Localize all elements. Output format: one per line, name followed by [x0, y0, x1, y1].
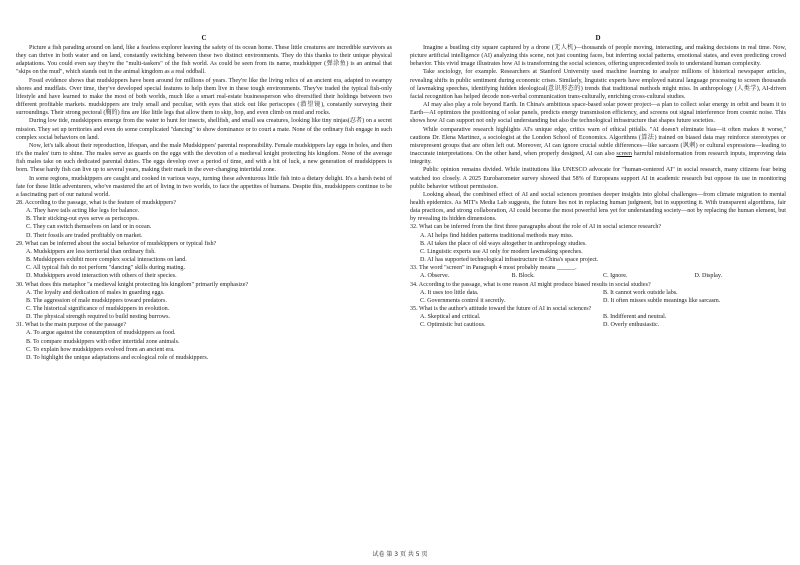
passage-d-paragraph: AI may also play a role beyond Earth. In China's ambitious space-based solar power project—a plan to collect solar energy in orbit and beam it to Earth—AI optimizes the positioning of solar panels, predicts energy transmission efficiency, and screens out signal interference from cosmic noise. This shows how AI can support not only social understanding but also the technological infrastructure that shapes future societies. [410, 102, 786, 125]
question-stem: 35. What is the author's attitude toward the future of AI in social sciences? [410, 306, 592, 312]
option-b[interactable]: B. Block. [511, 273, 535, 280]
question-stem: 30. What does this metaphor "a medieval knight protecting his kingdom" primarily emphasize? [16, 281, 249, 288]
passage-d-paragraph: Take sociology, for example. Researchers at Stanford University used machine learning to analyze millions of historical newspaper articles, revealing shifts in public sentiment during economic crises. Similarly, linguistic experts have employed natural language processing to screen thousands of lawmaking speeches, identifying hidden ideological(意识形态的) trends that traditional methods might miss. In anthropology (人类学), AI-driven facial recognition has helped decode non-verbal communication trans-culturally, enriching cross-cultural studies. [410, 69, 786, 100]
passage-d-paragraph: Public opinion remains divided. While institutions like UNESCO advocate for "human-centered AI" in social research, many citizens fear being watched too closely. A 2025 Eurobarometer survey showed that 58% of Europeans support AI in academic research but oppose its use in monitoring public behavior without permission. [410, 167, 786, 190]
passage-d-paragraph-4 [410, 126, 786, 167]
passage-d-column [410, 34, 786, 329]
options-row [410, 289, 786, 297]
passage-d-paragraph: Imagine a bustling city square captured by a drone (无人机)—thousands of people moving, interacting, and making decisions in real time. Now, picture artificial intelligence (AI) analyzing this scene, not just counting faces, but inferring social patterns, emotional states, and even predicting crowd behavior. This vivid image illustrates how AI is transforming the social sciences, offering unprecedented tools to understand human complexity. [410, 45, 786, 68]
passage-c-paragraph: Fossil evidence shows that mudskippers have been around for millions of years. They're like the living relics of an ancient era, adapted to swampy shores and mudflats. Over time, they've developed special features to help them live in these tough environments. They've traded the typical fish-only lifestyle and have learned to make the most of both worlds, much like a smart real-estate businessperson who diversified their holdings between two different profitable markets. mudskippers are truly small and peculiar, with eyes that stick out like periscopes (潜望镜), constantly surveying their surroundings. Their strong pectoral (胸的) fins are like little legs that allow them to skip, hop, and even climb on mud and rocks. [16, 77, 392, 117]
option-d[interactable]: D. AI has supported technological infrastructure in China's space project. [420, 257, 599, 264]
option-c[interactable]: C. Optimistic but cautious. [420, 322, 486, 329]
question-stem: 33. The word "screen" in Paragraph 4 most probably means ______. [410, 265, 577, 272]
question-30 [16, 281, 392, 322]
option-d[interactable]: D. Display. [694, 273, 723, 280]
passage-d-heading: D [595, 34, 601, 42]
option-a[interactable]: A. To argue against the consumption of mudskippers as food. [26, 330, 176, 337]
question-34 [410, 281, 786, 305]
option-d[interactable]: D. To highlight the unique adaptations and ecological role of mudskippers. [26, 354, 209, 361]
options-row [410, 313, 786, 321]
question-stem: 31. What is the main purpose of the passage? [16, 322, 127, 329]
page-footer: 试卷 第 3 页 共 5 页 [372, 551, 428, 558]
question-stem: 28. According to the passage, what is the feature of mudskippers? [16, 199, 177, 206]
question-33 [410, 264, 786, 280]
option-d[interactable]: D. Mudskippers avoid interaction with others of their species. [26, 273, 177, 280]
option-b[interactable]: B. Mudskippers exhibit more complex social interactions on land. [26, 257, 187, 264]
passage-c-paragraph: In some regions, mudskippers are caught and cooked in various ways, turning these adventurous little fish into a dietary delight. It's a harsh twist of fate for these little adventurers, who've mastered the art of living in two worlds, to face the appetites of humans. Despite this, mudskippers continue to be a fascinating part of our natural world. [16, 175, 392, 198]
option-c[interactable]: C. Linguistic experts use AI only for modern lawmaking speeches. [420, 248, 583, 255]
option-d[interactable]: D. Overly enthusiastic. [603, 322, 660, 329]
option-b[interactable]: B. The aggression of male mudskippers toward predators. [26, 297, 167, 304]
option-a[interactable]: A. It uses too little data. [420, 289, 479, 296]
option-a[interactable]: A. AI helps find hidden patterns traditional methods may miss. [420, 232, 574, 239]
option-a[interactable]: A. Mudskippers are less territorial than ordinary fish. [26, 248, 156, 255]
underlined-word-screen: screen [616, 151, 632, 158]
options-row [410, 272, 786, 280]
option-b[interactable]: B. It cannot work outside labs. [603, 289, 678, 296]
option-b[interactable]: B. AI takes the place of old ways altogether in anthropology studies. [420, 240, 587, 247]
option-d[interactable]: D. It often misses subtle meanings like sarcasm. [603, 297, 721, 304]
option-c[interactable]: C. All typical fish do not perform "dancing" skills during mating. [26, 265, 185, 272]
option-c[interactable]: C. To explain how mudskippers evolved from an ancient era. [26, 346, 175, 353]
option-d[interactable]: D. The physical strength required to build nesting burrows. [26, 314, 171, 321]
question-stem: 32. What can be inferred from the first three paragraphs about the role of AI in social science research? [410, 224, 662, 231]
question-stem: 29. What can be inferred about the social behavior of mudskippers or typical fish? [16, 240, 217, 247]
option-a[interactable]: A. Observe. [420, 273, 450, 280]
question-35 [410, 305, 786, 329]
passage-c-paragraph: Now, let's talk about their reproduction, lifespan, and the male Mudskippers' parental responsibility. Female mudskippers lay eggs in holes, and then it's the males' turn to shine. The males serve as guards on the eggs with the devotion of a medieval knight protecting his kingdom. None of the average fish males take on such dedicated parental duties. The eggs develop over a period of time, and with a bit of luck, a new generation of mudskippers is born. These hardy fish can live up to several years, making their mark in the ever-changing intertidal zone. [16, 142, 392, 174]
passage-c-column [16, 34, 392, 362]
option-b[interactable]: B. Indifferent and neutral. [603, 314, 667, 321]
question-32 [410, 223, 786, 264]
option-c[interactable]: C. Governments control it secretly. [420, 297, 506, 304]
options-row [410, 297, 786, 305]
passage-c-paragraph: During low tide, mudskippers emerge from the water to hunt for insects, shellfish, and small sea creatures, looking like tiny ninjas(忍者) on a secret mission. They set up territories and even do some complicated "dancing" to show dominance or to court a mate. None of the ordinary fish engage in such complex social behaviors on land. [16, 118, 392, 141]
option-c[interactable]: C. Ignore. [603, 273, 628, 280]
question-stem: 34. According to the passage, what is one reason AI might produce biased results in social studies? [410, 281, 651, 288]
option-c[interactable]: C. The historical significance of mudskippers in evolution. [26, 306, 170, 312]
question-31 [16, 321, 392, 362]
option-b[interactable]: B. To compare mudskippers with other intertidal zone animals. [26, 338, 180, 345]
option-a[interactable]: A. They have tails acting like legs for balance. [26, 208, 140, 215]
option-d[interactable]: D. Their fossils are traded profitably on market. [26, 232, 143, 239]
option-a[interactable]: A. Skeptical and critical. [420, 314, 481, 321]
paragraph-text: While comparative research highlights AI's unique edge, critics warn of ethical pitfalls. "AI doesn't eliminate bias—it often makes it worse," cautions Dr. Elena Martinez, a sociologist at the London School of Economics. Algorithms (算法) trained on biased data may reinforce stereotypes or misrepresent groups that are often left out. Moreover, AI can ignore crucial subtle differences—like sarcasm (讽刺) or cultural expressions—leading to inaccurate interpretations. On the other hand, when properly designed, AI can also [410, 126, 786, 158]
question-28 [16, 199, 392, 240]
option-c[interactable]: C. They can switch themselves on land or in ocean. [26, 224, 152, 231]
option-a[interactable]: A. The loyalty and dedication of males in guarding eggs. [26, 289, 165, 296]
passage-c-heading: C [201, 34, 207, 42]
paragraph-text: harmful misinformation from research inputs, improving data integrity. [410, 151, 786, 166]
passage-d-paragraph: Looking ahead, the combined effect of AI and social sciences promises deeper insights into global challenges—from climate migration to mental health epidemics. As MIT's Media Lab suggests, the future lies not in replacing human judgment, but in supporting it. With transparent algorithms, fair data practices, and strong collaboration, AI could become the most powerful lens yet for understanding society—not by replacing the human element, but by revealing its hidden dimensions. [410, 191, 786, 223]
question-29 [16, 240, 392, 281]
passage-c-paragraph: Picture a fish parading around on land, like a fearless explorer leaving the safety of its ocean home. These little creatures are incredible survivors as they can thrive in both water and on land, constantly switching between these two distinct environments. They do this thanks to their unique physical adaptations. You could even say they're the "multi-taskers" of the fish world. As could be seen from its name, mudskipper (弹涂鱼) is an animal that "skips on the mud", which stands out in the animal kingdom as a real oddball. [16, 45, 392, 76]
options-row [410, 321, 786, 329]
option-b[interactable]: B. Their sticking-out eyes serve as periscopes. [26, 216, 139, 223]
